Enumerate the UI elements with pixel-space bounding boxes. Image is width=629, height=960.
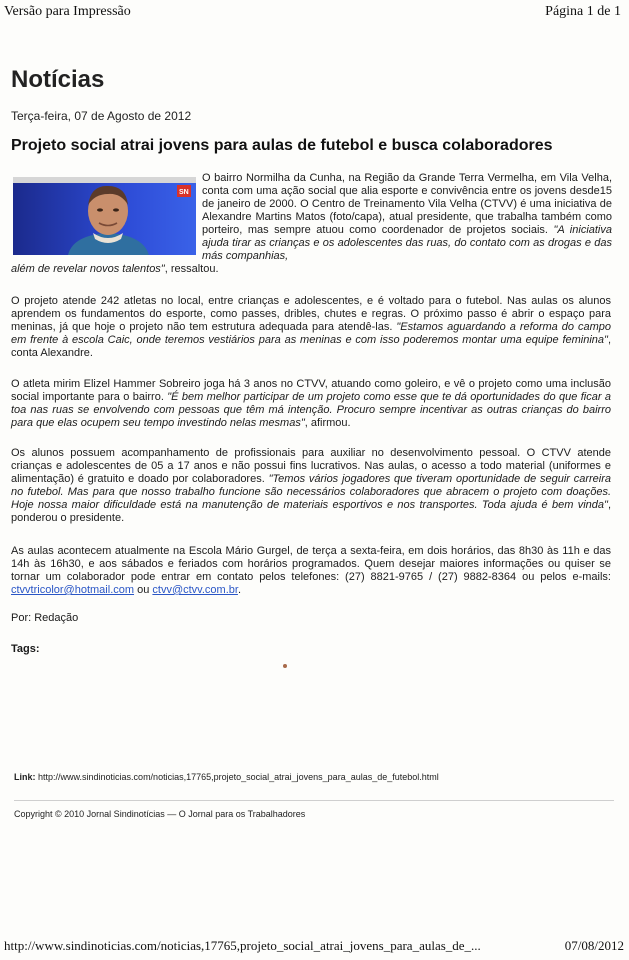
footer-url: http://www.sindinoticias.com/noticias,17765,projeto_social_atrai_jovens_para_aulas_de_... — [4, 938, 481, 953]
paragraph-2-attribution: , conta Alexandre. — [11, 334, 611, 359]
photo-badge-text: SN — [179, 189, 189, 196]
paragraph-1-quote-end: além de revelar novos talentos" — [11, 263, 165, 275]
link-label: Link: — [14, 772, 36, 782]
article-paragraph-2 — [11, 295, 611, 360]
article-date: Terça-feira, 07 de Agosto de 2012 — [11, 109, 192, 123]
article-paragraph-1-continued — [11, 263, 611, 276]
paragraph-5-end: . — [237, 584, 241, 596]
print-footer — [4, 938, 624, 954]
article-paragraph-5 — [11, 545, 611, 597]
paragraph-2-quote: "Estamos aguardando a reforma do campo em frente à escola Caic, onde teremos vestiários para as meninas e com isso poderemos montar uma equipe feminina" — [11, 321, 611, 346]
paragraph-1-quote: "A iniciativa ajuda tirar as crianças e os adolescentes das ruas, do contato com as drogas e das más companhias, — [202, 224, 612, 262]
paragraph-3-quote: "É bem melhor participar de um projeto como esse que te dá oportunidades do que ficar a toa nas ruas se envolvendo com pessoas que têm má intenção. Procuro sempre incentivar as outras crianças do bairro para que elas ocupem seu tempo investindo nelas mesmas" — [11, 391, 611, 429]
paragraph-1-text: O bairro Normilha da Cunha, na Região da Grande Terra Vermelha, em Vila Velha, conta com uma ação social que alia esporte e convivência entre os jovens desde15 de janeiro de 2000. O Centro de Treinamento Vila Velha (CTVV) é uma iniciativa de Alexandre Martins Matos (foto/capa), atual presidente, que trabalha também como porteiro, mas sempre atuou como coordenador de projetos sociais. — [202, 172, 612, 236]
article-paragraph-1 — [202, 172, 612, 263]
print-version-label: Versão para Impressão — [4, 4, 131, 19]
section-title: Notícias — [11, 66, 105, 93]
footer-divider — [14, 800, 614, 801]
article-link-url[interactable]: http://www.sindinoticias.com/noticias,17765,projeto_social_atrai_jovens_para_aulas_de_futebol.html — [38, 772, 439, 782]
footer-date: 07/08/2012 — [564, 938, 624, 953]
email-link-ctvv[interactable]: ctvv@ctvv.com.br — [152, 584, 238, 596]
paragraph-3-attribution: , afirmou. — [304, 417, 351, 429]
print-header — [4, 4, 621, 20]
article-paragraph-3 — [11, 378, 611, 430]
paragraph-3-text: O atleta mirim Elizel Hammer Sobreiro joga há 3 anos no CTVV, atuando como goleiro, e vê o projeto como uma inclusão social importante para o bairro. — [11, 378, 611, 403]
article-headline: Projeto social atrai jovens para aulas de futebol e busca colaboradores — [11, 137, 553, 154]
paragraph-4-quote: "Temos vários jogadores que tiveram oportunidade de seguir carreira no futebol. Mas para que nosso trabalho funcione são necessários colaboradores que abracem o projeto com doações. Hoje nossa maior dificuldade está na manutenção de materiais esportivos e nos transportes. Toda ajuda é bem vinda" — [11, 473, 611, 511]
tags-label: Tags: — [11, 643, 40, 655]
paragraph-2-text: O projeto atende 242 atletas no local, entre crianças e adolescentes, e é voltado para o futebol. Nas aulas os alunos aprendem os fundamentos do esporte, como passes, dribles, chutes e regras. O próximo passo é abrir o espaço para meninas, já que hoje o projeto não tem estrutura adequada para atendê-las. — [11, 295, 611, 333]
email-link-tricolor[interactable]: ctvvtricolor@hotmail.com — [11, 584, 135, 596]
person-photo-image — [13, 177, 196, 255]
article-link-line — [14, 772, 439, 782]
paragraph-4-text: Os alunos possuem acompanhamento de profissionais para auxiliar no desenvolvimento pessoal. O CTVV atende crianças e adolescentes de 05 a 17 anos e não possui fins lucrativos. Nas aulas, o acesso a todo material (uniformes e alimentação) é gratuito e doado por colaboradores. — [11, 447, 611, 485]
scan-speck — [283, 664, 287, 668]
paragraph-1-attribution: , ressaltou. — [164, 263, 219, 275]
paragraph-5-text: As aulas acontecem atualmente na Escola Mário Gurgel, de terça a sexta-feira, em dois horários, das 8h30 às 11h e das 14h às 16h30, e aos sábados e feriados com horários programados. Quem desejar maiores informações ou quiser se tornar um colaborador pode entrar em contato pelos telefones: (27) 8821-9765 / (27) 9882-8364 ou pelos e-mails: — [11, 545, 611, 583]
article-photo — [13, 177, 196, 255]
byline: Por: Redação — [11, 612, 79, 624]
article-paragraph-4 — [11, 447, 611, 525]
page-count-label: Página 1 de 1 — [545, 4, 621, 19]
email-separator: ou — [137, 584, 150, 596]
paragraph-4-attribution: , ponderou o presidente. — [11, 499, 611, 524]
copyright-text: Copyright © 2010 Jornal Sindinotícias — O Jornal para os Trabalhadores — [14, 809, 306, 819]
